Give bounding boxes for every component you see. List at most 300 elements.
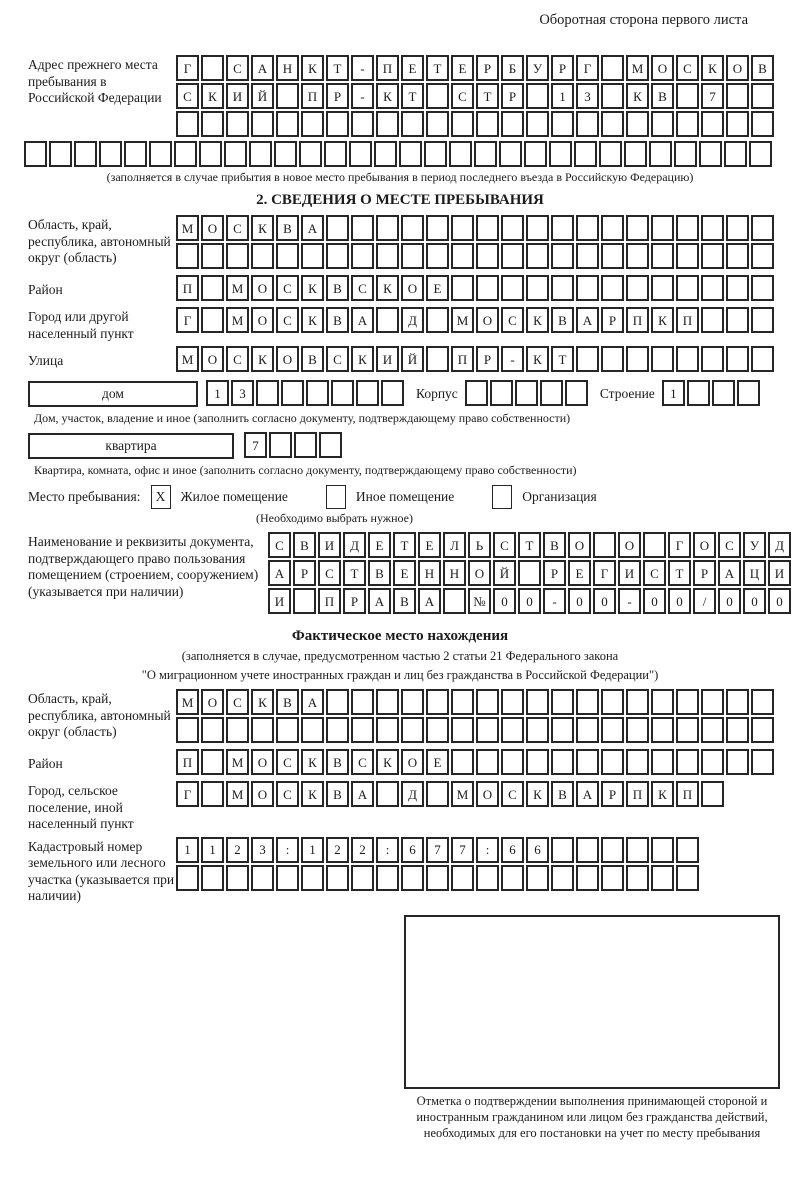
char-cell[interactable]: Р [601, 781, 624, 807]
char-cell[interactable] [474, 141, 497, 167]
char-cell[interactable]: Е [426, 275, 449, 301]
char-cell[interactable]: О [251, 275, 274, 301]
char-cell[interactable]: П [626, 307, 649, 333]
char-cell[interactable] [399, 141, 422, 167]
char-cell[interactable] [201, 717, 224, 743]
char-cell[interactable] [526, 83, 549, 109]
char-cell[interactable] [701, 215, 724, 241]
char-cell[interactable] [426, 717, 449, 743]
char-cell[interactable] [643, 532, 666, 558]
char-cell[interactable]: У [526, 55, 549, 81]
char-cell[interactable] [451, 111, 474, 137]
char-cell[interactable]: Б [501, 55, 524, 81]
char-cell[interactable]: - [543, 588, 566, 614]
char-cell[interactable] [651, 837, 674, 863]
char-cell[interactable] [465, 380, 488, 406]
char-cell[interactable]: В [276, 689, 299, 715]
char-cell[interactable] [601, 215, 624, 241]
char-cell[interactable] [576, 717, 599, 743]
char-cell[interactable] [476, 215, 499, 241]
char-cell[interactable]: С [276, 781, 299, 807]
char-cell[interactable] [176, 243, 199, 269]
char-cell[interactable] [526, 243, 549, 269]
char-cell[interactable]: В [293, 532, 316, 558]
char-cell[interactable]: С [318, 560, 341, 586]
char-cell[interactable] [326, 111, 349, 137]
char-cell[interactable]: П [676, 781, 699, 807]
char-cell[interactable]: В [326, 749, 349, 775]
char-cell[interactable]: К [651, 781, 674, 807]
char-cell[interactable]: С [176, 83, 199, 109]
char-cell[interactable]: С [226, 689, 249, 715]
char-cell[interactable] [726, 346, 749, 372]
char-cell[interactable] [651, 243, 674, 269]
char-cell[interactable] [449, 141, 472, 167]
char-cell[interactable] [276, 717, 299, 743]
char-cell[interactable] [176, 865, 199, 891]
char-cell[interactable]: П [318, 588, 341, 614]
char-cell[interactable] [549, 141, 572, 167]
char-cell[interactable] [501, 111, 524, 137]
char-cell[interactable]: К [376, 275, 399, 301]
char-cell[interactable]: У [743, 532, 766, 558]
char-cell[interactable]: 7 [244, 432, 267, 458]
char-cell[interactable]: С [326, 346, 349, 372]
char-cell[interactable] [676, 243, 699, 269]
char-cell[interactable]: 0 [718, 588, 741, 614]
char-cell[interactable]: 1 [662, 380, 685, 406]
char-cell[interactable]: О [276, 346, 299, 372]
char-cell[interactable] [551, 717, 574, 743]
char-cell[interactable] [74, 141, 97, 167]
char-cell[interactable] [676, 215, 699, 241]
char-cell[interactable] [651, 865, 674, 891]
char-cell[interactable]: Т [668, 560, 691, 586]
char-cell[interactable]: К [301, 307, 324, 333]
char-cell[interactable]: К [526, 781, 549, 807]
char-cell[interactable] [376, 717, 399, 743]
char-cell[interactable] [374, 141, 397, 167]
char-cell[interactable] [251, 243, 274, 269]
char-cell[interactable] [726, 215, 749, 241]
char-cell[interactable]: О [251, 781, 274, 807]
char-cell[interactable] [176, 717, 199, 743]
char-cell[interactable]: 1 [301, 837, 324, 863]
char-cell[interactable]: 7 [451, 837, 474, 863]
char-cell[interactable] [551, 243, 574, 269]
char-cell[interactable] [540, 380, 563, 406]
char-cell[interactable] [376, 689, 399, 715]
char-cell[interactable] [476, 275, 499, 301]
char-cell[interactable] [401, 865, 424, 891]
char-cell[interactable]: - [618, 588, 641, 614]
char-cell[interactable] [701, 111, 724, 137]
char-cell[interactable]: А [418, 588, 441, 614]
char-cell[interactable] [726, 83, 749, 109]
char-cell[interactable] [726, 307, 749, 333]
char-cell[interactable]: В [276, 215, 299, 241]
char-cell[interactable] [426, 111, 449, 137]
char-cell[interactable] [476, 243, 499, 269]
char-cell[interactable]: К [526, 346, 549, 372]
char-cell[interactable]: В [326, 307, 349, 333]
char-cell[interactable] [551, 837, 574, 863]
char-cell[interactable] [701, 307, 724, 333]
char-cell[interactable]: Т [343, 560, 366, 586]
char-cell[interactable] [476, 111, 499, 137]
char-cell[interactable] [501, 215, 524, 241]
char-cell[interactable] [726, 689, 749, 715]
char-cell[interactable] [451, 243, 474, 269]
char-cell[interactable] [626, 346, 649, 372]
char-cell[interactable] [201, 865, 224, 891]
char-cell[interactable]: К [376, 749, 399, 775]
char-cell[interactable]: К [301, 275, 324, 301]
char-cell[interactable]: А [576, 781, 599, 807]
char-cell[interactable] [201, 275, 224, 301]
char-cell[interactable] [306, 380, 329, 406]
char-cell[interactable] [687, 380, 710, 406]
char-cell[interactable]: В [326, 781, 349, 807]
char-cell[interactable]: О [401, 275, 424, 301]
char-cell[interactable] [676, 865, 699, 891]
char-cell[interactable]: 1 [551, 83, 574, 109]
char-cell[interactable] [676, 689, 699, 715]
char-cell[interactable] [751, 717, 774, 743]
char-cell[interactable]: Р [693, 560, 716, 586]
char-cell[interactable]: : [476, 837, 499, 863]
char-cell[interactable]: К [351, 346, 374, 372]
char-cell[interactable]: Н [418, 560, 441, 586]
char-cell[interactable] [751, 346, 774, 372]
char-cell[interactable] [601, 111, 624, 137]
char-cell[interactable] [356, 380, 379, 406]
char-cell[interactable]: О [201, 215, 224, 241]
char-cell[interactable] [526, 275, 549, 301]
char-cell[interactable]: 0 [668, 588, 691, 614]
char-cell[interactable] [676, 111, 699, 137]
char-cell[interactable]: П [626, 781, 649, 807]
char-cell[interactable] [593, 532, 616, 558]
char-cell[interactable]: В [368, 560, 391, 586]
organization-checkbox[interactable] [492, 485, 512, 509]
char-cell[interactable]: К [526, 307, 549, 333]
char-cell[interactable]: А [301, 689, 324, 715]
char-cell[interactable] [201, 749, 224, 775]
char-cell[interactable]: 6 [526, 837, 549, 863]
char-cell[interactable] [651, 215, 674, 241]
char-cell[interactable]: 3 [231, 380, 254, 406]
char-cell[interactable]: Е [451, 55, 474, 81]
char-cell[interactable]: 1 [176, 837, 199, 863]
char-cell[interactable]: С [676, 55, 699, 81]
char-cell[interactable] [226, 865, 249, 891]
char-cell[interactable]: К [626, 83, 649, 109]
char-cell[interactable] [351, 215, 374, 241]
char-cell[interactable] [293, 588, 316, 614]
char-cell[interactable] [526, 215, 549, 241]
char-cell[interactable]: С [268, 532, 291, 558]
char-cell[interactable]: М [451, 307, 474, 333]
char-cell[interactable] [751, 689, 774, 715]
char-cell[interactable] [726, 243, 749, 269]
char-cell[interactable] [301, 243, 324, 269]
char-cell[interactable] [501, 243, 524, 269]
char-cell[interactable]: Т [518, 532, 541, 558]
char-cell[interactable] [426, 865, 449, 891]
char-cell[interactable]: А [268, 560, 291, 586]
char-cell[interactable]: Г [576, 55, 599, 81]
char-cell[interactable]: С [276, 749, 299, 775]
char-cell[interactable] [451, 865, 474, 891]
char-cell[interactable] [551, 111, 574, 137]
char-cell[interactable]: Р [476, 346, 499, 372]
char-cell[interactable] [401, 689, 424, 715]
char-cell[interactable] [749, 141, 772, 167]
char-cell[interactable] [674, 141, 697, 167]
char-cell[interactable] [376, 307, 399, 333]
char-cell[interactable]: С [718, 532, 741, 558]
char-cell[interactable] [649, 141, 672, 167]
char-cell[interactable] [351, 111, 374, 137]
char-cell[interactable]: И [268, 588, 291, 614]
char-cell[interactable] [574, 141, 597, 167]
char-cell[interactable]: В [301, 346, 324, 372]
char-cell[interactable]: Е [401, 55, 424, 81]
char-cell[interactable]: 1 [201, 837, 224, 863]
char-cell[interactable] [376, 215, 399, 241]
char-cell[interactable]: Р [476, 55, 499, 81]
char-cell[interactable] [676, 83, 699, 109]
char-cell[interactable] [426, 781, 449, 807]
char-cell[interactable]: О [651, 55, 674, 81]
char-cell[interactable] [726, 111, 749, 137]
char-cell[interactable] [269, 432, 292, 458]
char-cell[interactable]: 0 [743, 588, 766, 614]
char-cell[interactable] [626, 837, 649, 863]
char-cell[interactable] [726, 717, 749, 743]
char-cell[interactable]: Л [443, 532, 466, 558]
char-cell[interactable] [751, 215, 774, 241]
char-cell[interactable] [626, 215, 649, 241]
char-cell[interactable]: О [726, 55, 749, 81]
char-cell[interactable]: А [718, 560, 741, 586]
char-cell[interactable]: К [651, 307, 674, 333]
char-cell[interactable]: Г [176, 55, 199, 81]
char-cell[interactable]: Н [443, 560, 466, 586]
char-cell[interactable]: Р [293, 560, 316, 586]
char-cell[interactable]: Р [551, 55, 574, 81]
char-cell[interactable]: И [376, 346, 399, 372]
char-cell[interactable]: Т [476, 83, 499, 109]
char-cell[interactable]: П [376, 55, 399, 81]
char-cell[interactable] [349, 141, 372, 167]
char-cell[interactable]: 3 [251, 837, 274, 863]
char-cell[interactable]: 0 [643, 588, 666, 614]
char-cell[interactable] [601, 749, 624, 775]
char-cell[interactable] [751, 243, 774, 269]
char-cell[interactable] [376, 111, 399, 137]
char-cell[interactable] [124, 141, 147, 167]
char-cell[interactable] [724, 141, 747, 167]
char-cell[interactable]: К [251, 346, 274, 372]
char-cell[interactable] [401, 243, 424, 269]
char-cell[interactable] [676, 749, 699, 775]
char-cell[interactable] [626, 749, 649, 775]
char-cell[interactable] [319, 432, 342, 458]
char-cell[interactable] [149, 141, 172, 167]
char-cell[interactable]: М [226, 781, 249, 807]
char-cell[interactable] [551, 689, 574, 715]
char-cell[interactable] [476, 689, 499, 715]
char-cell[interactable]: Г [176, 307, 199, 333]
char-cell[interactable]: 7 [701, 83, 724, 109]
char-cell[interactable] [626, 865, 649, 891]
char-cell[interactable] [451, 689, 474, 715]
char-cell[interactable] [576, 243, 599, 269]
char-cell[interactable] [726, 275, 749, 301]
char-cell[interactable] [576, 689, 599, 715]
char-cell[interactable] [515, 380, 538, 406]
char-cell[interactable]: К [251, 215, 274, 241]
char-cell[interactable] [226, 717, 249, 743]
char-cell[interactable]: П [301, 83, 324, 109]
char-cell[interactable] [751, 111, 774, 137]
char-cell[interactable]: О [401, 749, 424, 775]
char-cell[interactable] [376, 243, 399, 269]
char-cell[interactable]: А [301, 215, 324, 241]
char-cell[interactable] [701, 781, 724, 807]
char-cell[interactable]: Т [551, 346, 574, 372]
char-cell[interactable]: Р [501, 83, 524, 109]
char-cell[interactable]: Д [401, 307, 424, 333]
char-cell[interactable]: - [501, 346, 524, 372]
char-cell[interactable] [624, 141, 647, 167]
char-cell[interactable] [276, 111, 299, 137]
char-cell[interactable]: 0 [768, 588, 791, 614]
char-cell[interactable]: Т [393, 532, 416, 558]
char-cell[interactable] [451, 717, 474, 743]
char-cell[interactable]: Р [543, 560, 566, 586]
char-cell[interactable]: К [201, 83, 224, 109]
char-cell[interactable]: К [701, 55, 724, 81]
char-cell[interactable]: С [276, 307, 299, 333]
char-cell[interactable] [326, 717, 349, 743]
char-cell[interactable] [601, 865, 624, 891]
char-cell[interactable]: О [251, 749, 274, 775]
char-cell[interactable] [401, 215, 424, 241]
char-cell[interactable] [551, 749, 574, 775]
char-cell[interactable] [751, 275, 774, 301]
char-cell[interactable]: О [568, 532, 591, 558]
char-cell[interactable] [576, 275, 599, 301]
char-cell[interactable]: 7 [426, 837, 449, 863]
char-cell[interactable] [676, 275, 699, 301]
char-cell[interactable] [443, 588, 466, 614]
char-cell[interactable]: - [351, 83, 374, 109]
char-cell[interactable]: 0 [518, 588, 541, 614]
char-cell[interactable] [276, 83, 299, 109]
char-cell[interactable]: В [393, 588, 416, 614]
char-cell[interactable]: В [326, 275, 349, 301]
char-cell[interactable] [176, 111, 199, 137]
char-cell[interactable]: / [693, 588, 716, 614]
char-cell[interactable] [476, 865, 499, 891]
char-cell[interactable]: Е [393, 560, 416, 586]
char-cell[interactable] [526, 111, 549, 137]
char-cell[interactable] [526, 689, 549, 715]
char-cell[interactable] [276, 243, 299, 269]
char-cell[interactable] [401, 717, 424, 743]
char-cell[interactable]: П [676, 307, 699, 333]
char-cell[interactable] [576, 749, 599, 775]
char-cell[interactable] [426, 243, 449, 269]
char-cell[interactable]: И [318, 532, 341, 558]
char-cell[interactable]: Ц [743, 560, 766, 586]
char-cell[interactable]: Р [343, 588, 366, 614]
char-cell[interactable] [326, 215, 349, 241]
char-cell[interactable]: П [451, 346, 474, 372]
char-cell[interactable]: - [351, 55, 374, 81]
char-cell[interactable]: Й [401, 346, 424, 372]
char-cell[interactable] [501, 717, 524, 743]
char-cell[interactable]: А [251, 55, 274, 81]
char-cell[interactable]: Н [276, 55, 299, 81]
char-cell[interactable] [351, 689, 374, 715]
char-cell[interactable] [201, 307, 224, 333]
char-cell[interactable]: : [376, 837, 399, 863]
char-cell[interactable]: 0 [568, 588, 591, 614]
char-cell[interactable]: С [351, 275, 374, 301]
char-cell[interactable]: 2 [226, 837, 249, 863]
char-cell[interactable] [226, 243, 249, 269]
char-cell[interactable]: Д [343, 532, 366, 558]
char-cell[interactable] [426, 307, 449, 333]
char-cell[interactable]: Р [601, 307, 624, 333]
char-cell[interactable] [701, 346, 724, 372]
char-cell[interactable]: Е [368, 532, 391, 558]
char-cell[interactable]: К [301, 781, 324, 807]
char-cell[interactable] [626, 689, 649, 715]
char-cell[interactable]: С [226, 215, 249, 241]
char-cell[interactable] [576, 865, 599, 891]
char-cell[interactable] [701, 717, 724, 743]
char-cell[interactable]: В [651, 83, 674, 109]
char-cell[interactable] [426, 346, 449, 372]
char-cell[interactable] [551, 275, 574, 301]
char-cell[interactable] [299, 141, 322, 167]
char-cell[interactable]: Т [326, 55, 349, 81]
char-cell[interactable] [276, 865, 299, 891]
char-cell[interactable] [426, 215, 449, 241]
char-cell[interactable] [424, 141, 447, 167]
char-cell[interactable] [701, 243, 724, 269]
char-cell[interactable]: А [351, 781, 374, 807]
char-cell[interactable]: С [226, 346, 249, 372]
char-cell[interactable] [651, 717, 674, 743]
char-cell[interactable] [501, 275, 524, 301]
char-cell[interactable]: А [351, 307, 374, 333]
char-cell[interactable]: П [176, 275, 199, 301]
char-cell[interactable]: С [226, 55, 249, 81]
char-cell[interactable] [376, 781, 399, 807]
char-cell[interactable] [599, 141, 622, 167]
char-cell[interactable]: М [176, 689, 199, 715]
char-cell[interactable]: А [368, 588, 391, 614]
char-cell[interactable] [526, 717, 549, 743]
char-cell[interactable] [426, 83, 449, 109]
char-cell[interactable] [326, 689, 349, 715]
